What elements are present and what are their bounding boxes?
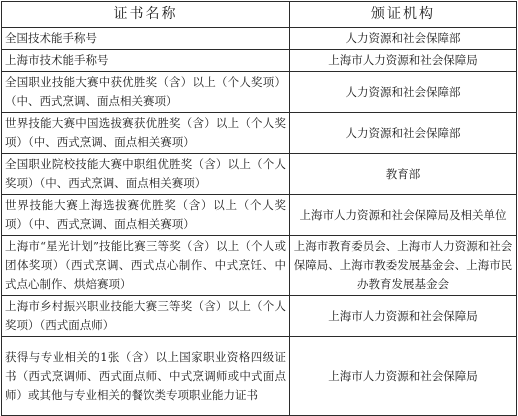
header-issuing-authority: 颁证机构 (290, 2, 517, 28)
issuing-authority-cell: 上海市人力资源和社会保障局 (290, 296, 517, 337)
certificate-name: 上海市“星光计划”技能比赛三等奖（含）以上（个人或团体奖项）（西式烹调、西式点心制作、中式烹饪、中式点心制作、烘焙赛项） (5, 239, 286, 291)
issuing-authority-cell: 人力资源和社会保障部 (290, 28, 517, 50)
issuing-authority-cell: 上海市教育委员会、上海市人力资源和社会保障局、上海市教委发展基金会、上海市民办教育发展基金会 (290, 236, 517, 296)
certificate-name: 上海市技术能手称号 (5, 53, 109, 67)
certificate-name-cell (2, 296, 290, 337)
issuing-authority-cell: 上海市人力资源和社会保障局及相关单位 (290, 195, 517, 236)
certificate-name: 获得与专业相关的1张（含）以上国家职业资格四级证书（西式烹调师、西式面点师、中式烹调师或中式面点师）或其他与专业相关的餐饮类专项职业能力证书 (5, 349, 286, 402)
table-row (2, 113, 517, 154)
certificate-name: 全国技术能手称号 (5, 31, 97, 45)
table-row (2, 72, 517, 113)
certificate-name: 世界技能大赛上海选拔赛优胜奖（含）以上（个人奖项）（中、西式烹调、面点相关赛项） (5, 198, 286, 231)
certificate-name-cell (2, 154, 290, 195)
issuing-authority-cell: 人力资源和社会保障部 (290, 113, 517, 154)
certificate-name: 世界技能大赛中国选拔赛获优胜奖（含）以上（个人奖项）（中、西式烹调、面点相关赛项） (5, 116, 286, 149)
table-row (2, 236, 517, 296)
issuing-authority-cell: 教育部 (290, 154, 517, 195)
certificate-name-cell (2, 50, 290, 72)
certificate-table (1, 1, 517, 416)
issuing-authority-cell: 上海市人力资源和社会保障局 (290, 337, 517, 416)
certificate-name-cell (2, 236, 290, 296)
issuing-authority-cell: 上海市人力资源和社会保障局 (290, 50, 517, 72)
table-row (2, 296, 517, 337)
certificate-name-cell (2, 195, 290, 236)
certificate-name-cell (2, 113, 290, 154)
certificate-name-cell (2, 337, 290, 416)
table-row (2, 154, 517, 195)
header-certificate-name: 证书名称 (2, 2, 290, 28)
certificate-name: 全国职业院校技能大赛中职组优胜奖（含）以上（个人奖项）（中、西式烹调、面点相关赛项） (5, 157, 286, 190)
certificate-name-cell (2, 72, 290, 113)
certificate-name: 全国职业技能大赛中获优胜奖（含）以上（个人奖项）（中、西式烹调、面点相关赛项） (5, 75, 286, 108)
table-row (2, 195, 517, 236)
table-header-row (2, 2, 517, 28)
certificate-name: 上海市乡村振兴职业技能大赛三等奖（含）以上（个人奖项）（西式面点师） (5, 299, 286, 332)
table-row (2, 50, 517, 72)
certificate-name-cell (2, 28, 290, 50)
table-row (2, 337, 517, 416)
issuing-authority-cell: 人力资源和社会保障部 (290, 72, 517, 113)
table-row (2, 28, 517, 50)
